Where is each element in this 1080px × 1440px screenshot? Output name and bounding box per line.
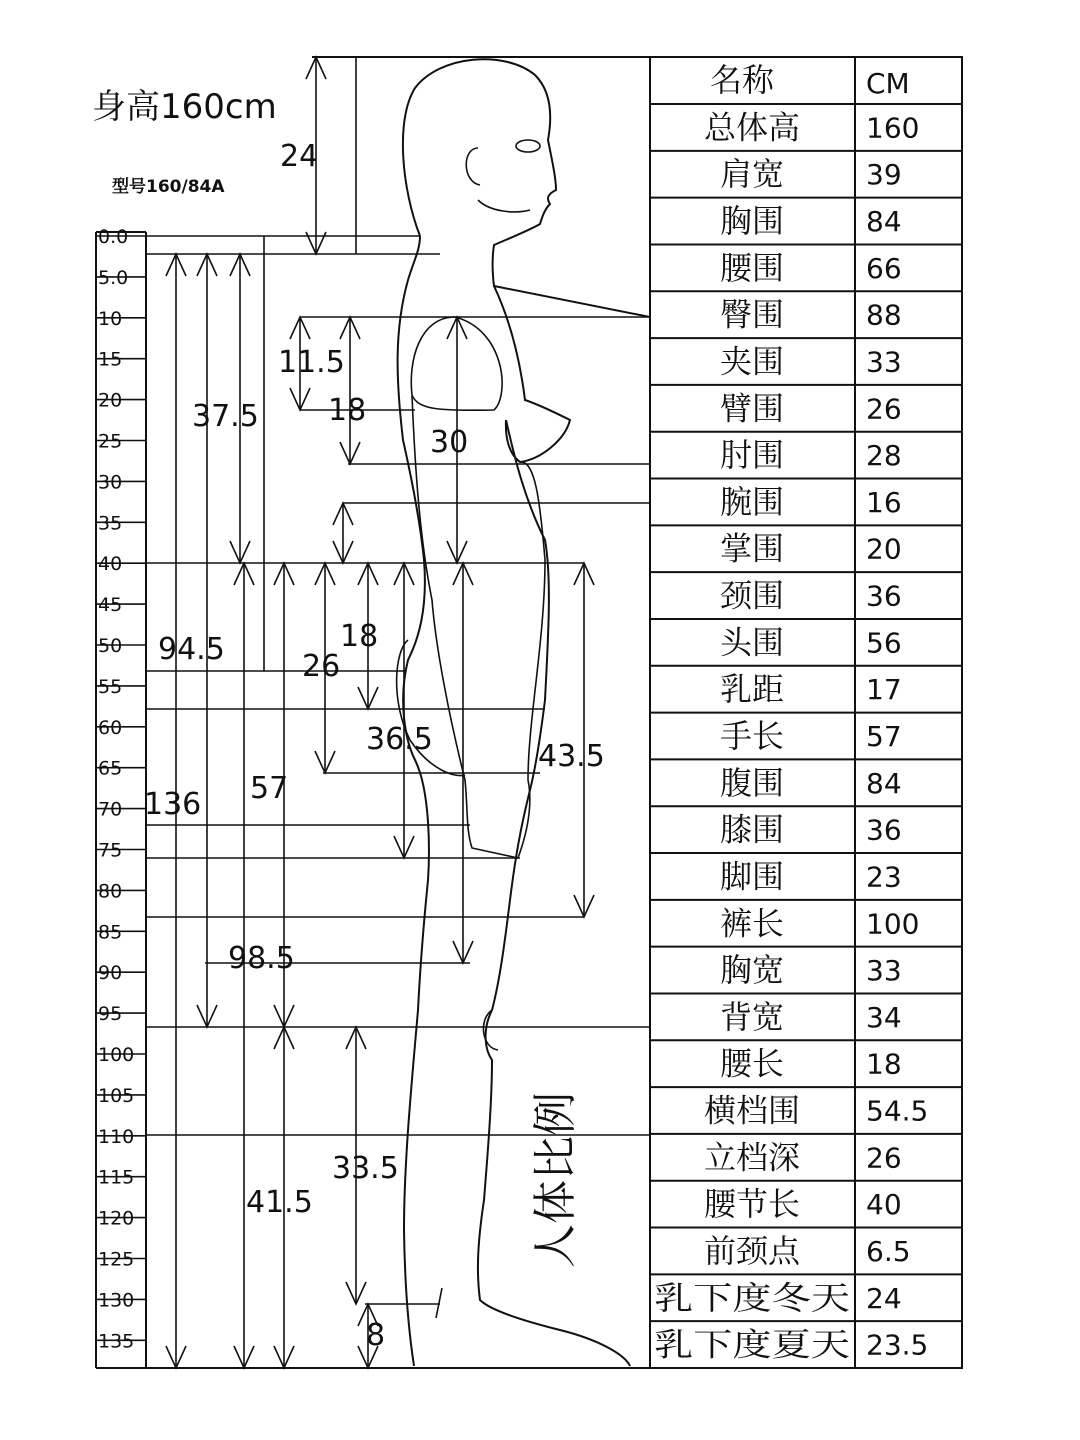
ear-shape <box>466 148 480 185</box>
table-row <box>720 857 902 895</box>
dim-total-to-knee: 136 <box>144 787 202 822</box>
ruler-tick-label: 75 <box>98 839 123 862</box>
table-cell-value: 36 <box>866 579 902 613</box>
table-row <box>720 670 902 708</box>
table-row <box>720 1045 902 1083</box>
ruler-tick-label: 55 <box>98 675 123 698</box>
table-row <box>704 1185 902 1223</box>
table-cell-name: 手长 <box>719 717 785 755</box>
table-cell-name: 臂围 <box>719 389 785 428</box>
ruler-tick-label: 40 <box>98 553 123 576</box>
table-cell-value: 40 <box>866 1188 902 1222</box>
table-cell-value: 18 <box>866 1047 902 1081</box>
table-cell-name: 颈围 <box>719 576 785 615</box>
table-row <box>720 717 902 755</box>
table-cell-name: 腰节长 <box>703 1185 801 1224</box>
dim-arm-length: 43.5 <box>538 739 605 774</box>
eye-shape <box>516 140 540 152</box>
ruler-tick-label: 30 <box>98 471 123 494</box>
ruler-tick-label: 25 <box>98 430 123 453</box>
ruler-tick-label: 0.0 <box>98 226 129 248</box>
table-grid <box>650 104 962 1368</box>
table-header-name: 名称 <box>709 61 775 99</box>
model-label: 型号160/84A <box>112 177 225 197</box>
table-cell-value: 6.5 <box>866 1234 911 1268</box>
table-row <box>704 1232 911 1270</box>
ruler-tick-label: 20 <box>98 389 123 412</box>
table-cell-value: 17 <box>866 673 902 707</box>
ruler-tick-label: 130 <box>98 1289 135 1312</box>
dim-arm-upper-b: 18 <box>328 393 367 428</box>
table-row <box>720 436 902 474</box>
ruler-tick-label: 90 <box>98 962 123 985</box>
table-row <box>704 1092 928 1130</box>
table-cell-name: 腹围 <box>719 763 785 802</box>
table-cell-value: 84 <box>866 766 902 800</box>
ruler-tick-label: 100 <box>98 1044 135 1066</box>
table-cell-value: 26 <box>866 392 902 426</box>
dimension-arrow <box>340 317 360 464</box>
table-row <box>704 1138 902 1176</box>
ruler-tick-label: 135 <box>98 1330 135 1353</box>
dim-crotch: 36.5 <box>366 722 433 757</box>
table-cell-name: 乳距 <box>719 670 785 709</box>
table-cell-value: 23.5 <box>866 1328 929 1362</box>
table-cell-value: 28 <box>866 439 902 473</box>
table-cell-value: 56 <box>866 626 902 660</box>
table-cell-name: 臀围 <box>719 295 785 334</box>
ruler-tick-label: 5.0 <box>98 266 129 289</box>
table-cell-name: 肘围 <box>719 436 785 475</box>
table-cell-name: 胸宽 <box>719 951 785 990</box>
dimension-arrow <box>453 563 473 963</box>
dim-waist-to-knee: 57 <box>250 771 289 806</box>
table-row <box>720 577 902 615</box>
table-row <box>720 389 902 427</box>
dim-hip-b: 26 <box>302 649 341 684</box>
head-outline <box>403 59 650 317</box>
height-ruler <box>96 226 146 1352</box>
table-cell-value: 20 <box>866 532 902 566</box>
dim-bust-drop: 30 <box>430 425 469 460</box>
table-cell-value: 36 <box>866 813 902 847</box>
table-cell-value: 84 <box>866 205 902 239</box>
table-cell-value: 160 <box>866 111 920 145</box>
ruler-tick-label: 10 <box>98 307 123 330</box>
ruler-tick-label: 85 <box>98 921 123 944</box>
table-row <box>720 951 902 989</box>
vertical-caption <box>530 1092 581 1268</box>
table-cell-value: 33 <box>866 345 902 379</box>
table-cell-name: 肩宽 <box>719 155 785 194</box>
table-rows <box>654 108 928 1363</box>
table-row <box>720 764 902 802</box>
ruler-tick-label: 70 <box>98 798 123 821</box>
table-cell-value: 34 <box>866 1000 902 1034</box>
table-cell-value: 57 <box>866 720 902 753</box>
table-cell-value: 33 <box>866 954 902 988</box>
caption-text: 人体比例 <box>530 1092 581 1268</box>
ruler-tick-label: 50 <box>98 635 123 657</box>
dim-torso: 37.5 <box>192 399 259 434</box>
dim-hip-a: 18 <box>340 619 379 654</box>
dim-arm-upper-a: 11.5 <box>278 345 345 380</box>
ruler-tick-label: 65 <box>98 757 123 780</box>
table-cell-name: 脚围 <box>719 857 785 896</box>
ruler-tick-label: 125 <box>98 1248 135 1271</box>
table-cell-name: 胸围 <box>719 202 785 241</box>
table-row <box>720 342 902 380</box>
table-cell-name: 裤长 <box>719 904 785 943</box>
ruler-tick-label: 60 <box>98 716 123 739</box>
table-cell-value: 88 <box>866 298 902 332</box>
table-row <box>654 1326 928 1364</box>
table-row <box>720 296 902 334</box>
table-cell-value: 66 <box>866 251 902 285</box>
table-cell-name: 前颈点 <box>703 1231 801 1270</box>
table-row <box>720 998 902 1036</box>
dim-calf: 33.5 <box>332 1151 399 1186</box>
ruler-tick-label: 80 <box>98 880 123 903</box>
table-row <box>720 249 902 287</box>
human-figure <box>397 59 650 1366</box>
dim-head: 24 <box>280 139 319 174</box>
ruler-tick-label: 110 <box>98 1125 135 1148</box>
table-row <box>720 202 902 240</box>
table-cell-value: 16 <box>866 485 902 519</box>
table-cell-name: 膝围 <box>719 810 785 849</box>
table-cell-value: 24 <box>866 1281 902 1315</box>
ruler-tick-label: 35 <box>98 512 123 535</box>
table-row <box>720 904 919 942</box>
table-row <box>720 623 902 661</box>
measurement-table <box>650 57 962 1368</box>
table-cell-name: 掌围 <box>719 529 785 568</box>
table-cell-name: 乳下度冬天 <box>654 1278 850 1317</box>
table-cell-name: 腰围 <box>719 248 785 287</box>
table-cell-name: 腕围 <box>719 482 785 521</box>
table-cell-name: 头围 <box>719 623 785 662</box>
table-row <box>720 811 902 849</box>
table-row <box>720 483 902 521</box>
table-row <box>720 155 902 193</box>
table-cell-value: 26 <box>866 1141 902 1175</box>
mouth-shape <box>478 200 530 212</box>
ruler-tick-label: 45 <box>98 594 123 617</box>
table-row <box>720 530 902 568</box>
ruler-tick-label: 105 <box>98 1084 135 1107</box>
table-cell-value: 39 <box>866 158 902 192</box>
ruler-tick-label: 15 <box>98 348 123 371</box>
table-header-unit: CM <box>866 67 910 100</box>
ruler-tick-label: 115 <box>98 1166 135 1189</box>
table-row <box>704 108 919 146</box>
dim-knee-to-ankle: 41.5 <box>246 1185 313 1220</box>
table-cell-name: 背宽 <box>719 997 785 1036</box>
table-cell-name: 立档深 <box>703 1138 801 1177</box>
dimension-arrow <box>333 503 353 563</box>
table-cell-value: 100 <box>866 907 920 941</box>
table-cell-value: 23 <box>866 860 902 894</box>
dim-ankle: 8 <box>366 1318 386 1353</box>
dim-side-length: 98.5 <box>228 941 295 976</box>
ruler-tick-label: 95 <box>98 1003 123 1026</box>
height-title: 身高160cm <box>92 87 277 127</box>
table-cell-name: 腰长 <box>719 1044 785 1083</box>
table-cell-name: 总体高 <box>703 108 801 147</box>
table-cell-name: 乳下度夏天 <box>654 1325 850 1364</box>
table-cell-name: 夹围 <box>719 342 785 381</box>
dim-shoulder-to-waist: 94.5 <box>158 632 225 667</box>
table-cell-value: 54.5 <box>866 1094 929 1128</box>
table-row <box>654 1279 902 1317</box>
table-cell-name: 横档围 <box>703 1091 801 1130</box>
ruler-tick-label: 120 <box>98 1207 135 1230</box>
